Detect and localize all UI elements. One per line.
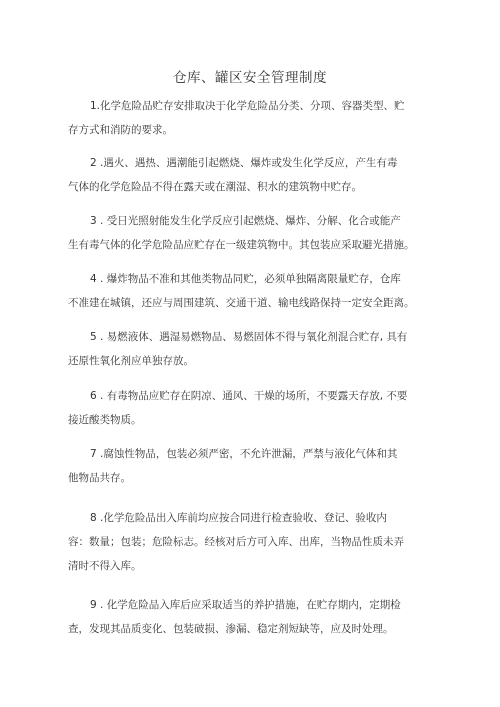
paragraph-9 (68, 593, 440, 641)
paragraph-line: 1.化学危险品贮存安排取决于化学危险品分类、分项、容器类型、贮 (90, 100, 405, 112)
paragraph-line: 5 . 易燃液体、遇湿易燃物品、易燃固体不得与氧化剂混合贮存, 具有 (90, 331, 408, 343)
paragraph-5 (68, 325, 440, 373)
paragraph-1 (68, 94, 440, 142)
paragraph-line: 查，发现其品质变化、包装破损、渗漏、稳定剂短缺等，应及时处理。 (68, 623, 394, 635)
paragraph-line: 气体的化学危险品不得在露天或在潮湿、积水的建筑物中贮存。 (68, 181, 362, 193)
paragraph-line: 清时不得入库。 (68, 560, 142, 572)
paragraph-line: 9 . 化学危险品入库后应采取适当的养护措施，在贮存期内，定期检 (90, 599, 401, 611)
paragraph-line: 他物品共存。 (68, 472, 131, 484)
paragraph-line: 2 .遇火、遇热、遇潮能引起燃烧、爆炸或发生化学反应，产生有毒 (90, 157, 398, 169)
paragraph-line: 存方式和消防的要求。 (68, 124, 173, 136)
paragraph-4 (68, 267, 440, 315)
paragraph-line: 7 .腐蚀性物品，包装必须严密，不允许泄漏，严禁与液化气体和其 (90, 448, 398, 460)
paragraph-line: 容：数量；包装；危险标志。经核对后方可入库、出库，当物品性质未弄 (68, 536, 404, 548)
paragraph-7 (68, 442, 440, 490)
paragraph-line: 还原性氧化剂应单独存放。 (68, 355, 194, 367)
paragraph-line: 8 .化学危险品出入库前均应按合同进行检查验收、登记、验收内 (90, 512, 387, 524)
paragraph-3 (68, 209, 440, 257)
paragraph-line: 不准建在城镇，还应与周围建筑、交通干道、输电线路保持一定安全距离。 (68, 297, 415, 309)
paragraph-line: 3 . 受日光照射能发生化学反应引起燃烧、爆炸、分解、化合或能产 (90, 215, 401, 227)
paragraph-2 (68, 151, 440, 199)
paragraph-8 (68, 506, 440, 578)
paragraph-line: 6 . 有毒物品应贮存在阴凉、通风、干燥的场所，不要露天存放, 不要 (90, 390, 408, 402)
page-title: 仓库、罐区安全管理制度 (173, 70, 327, 86)
paragraph-6 (68, 384, 440, 432)
paragraph-line: 生有毒气体的化学危险品应贮存在一级建筑物中。其包装应采取避光措施。 (68, 239, 415, 251)
paragraph-line: 接近酸类物质。 (68, 414, 142, 426)
paragraph-line: 4 . 爆炸物品不准和其他类物品同贮，必须单独隔离限量贮存，仓库 (90, 273, 401, 285)
